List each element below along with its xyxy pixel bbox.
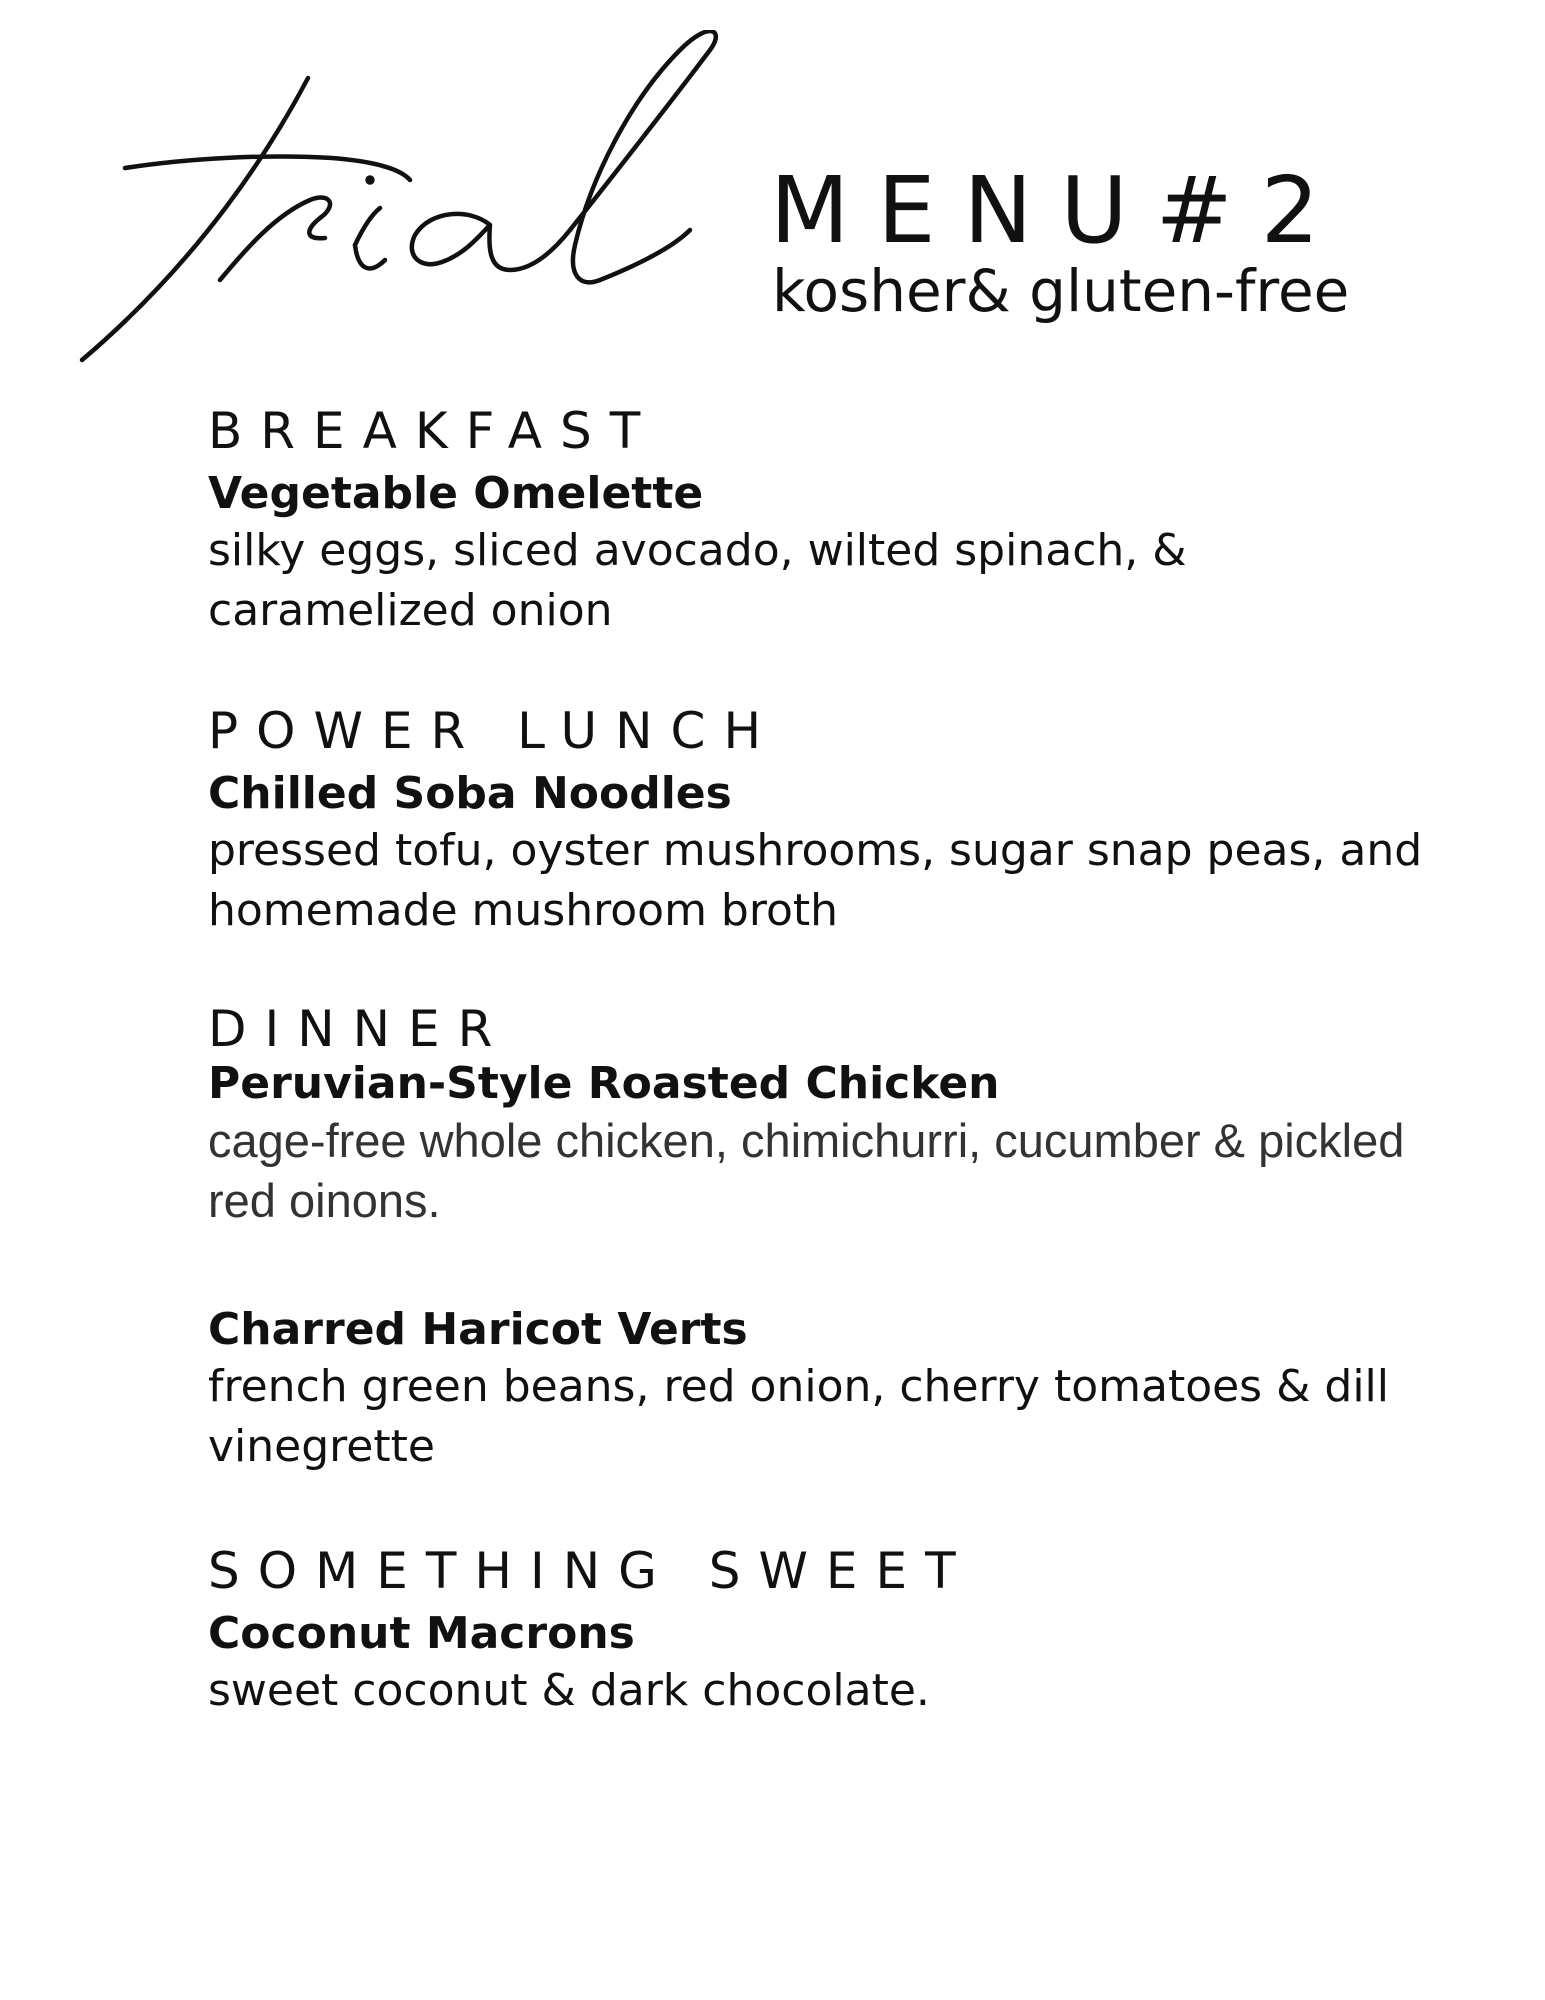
dish-name: Vegetable Omelette [208,467,704,519]
trial-script-wordmark [70,30,810,390]
section-heading: DINNER [208,1000,511,1058]
section-heading: SOMETHING SWEET [208,1542,974,1600]
section-dinner [208,1000,1448,1477]
dish-description: cage-free whole chicken, chimichurri, cucumber & pickled red oinons. [208,1113,1405,1228]
dish-name: Coconut Macrons [208,1607,635,1659]
section-heading: BREAKFAST [208,402,659,460]
menu-title: MENU#2 [770,157,1348,264]
dish-name: Peruvian-Style Roasted Chicken [208,1057,1000,1109]
section-power-lunch [208,702,1448,941]
menu-subtitle: kosher& gluten-free [772,257,1350,325]
dish-name: Chilled Soba Noodles [208,767,732,819]
dish-name: Charred Haricot Verts [208,1303,748,1355]
trial-script-svg [70,30,810,390]
section-heading: POWER LUNCH [208,702,780,760]
dish-description: pressed tofu, oyster mushrooms, sugar snap peas, and homemade mushroom broth [208,824,1423,936]
dish-description: silky eggs, sliced avocado, wilted spinach, & caramelized onion [208,524,1187,636]
section-breakfast [208,402,1448,641]
dish-description: french green beans, red onion, cherry tomatoes & dill vinegrette [208,1360,1389,1473]
dish-description: sweet coconut & dark chocolate. [208,1664,930,1716]
section-something-sweet [208,1542,1448,1721]
